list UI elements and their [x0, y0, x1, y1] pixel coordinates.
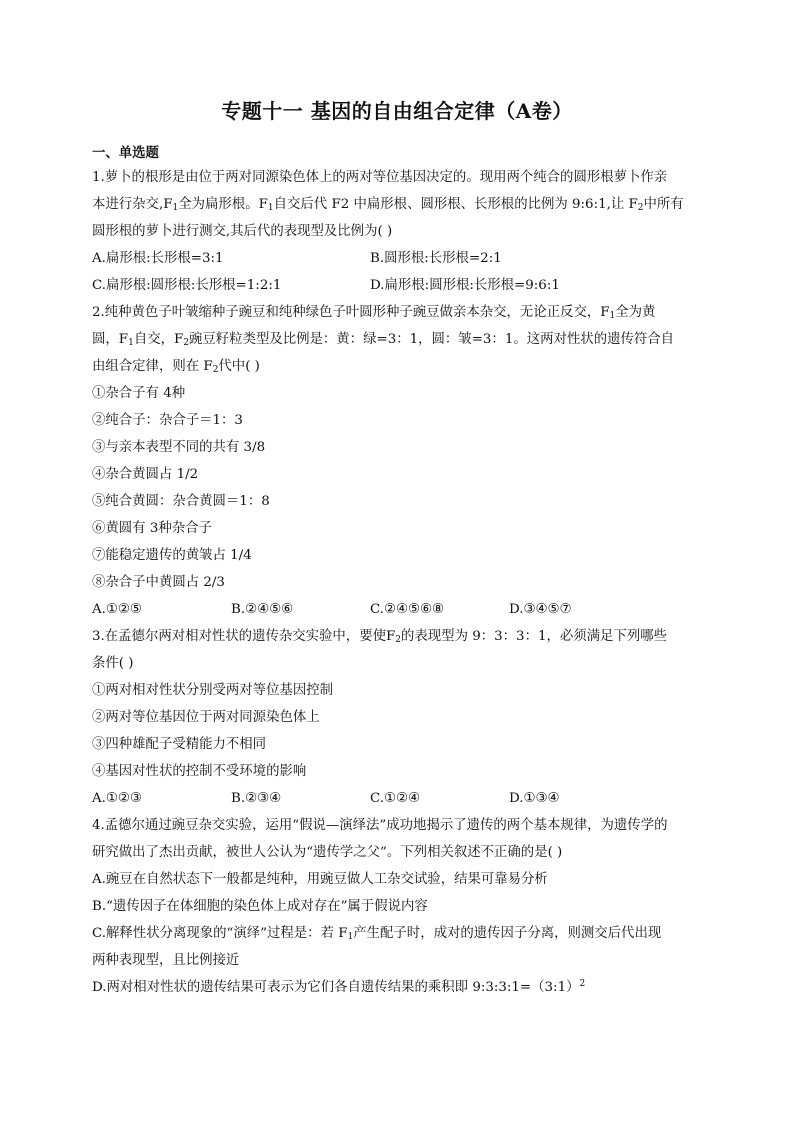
q3-options — [92, 785, 698, 812]
q2-option-a: A.①②⑤ — [92, 602, 142, 617]
q4-option-c-line-1: C.解释性状分离现象的“演绎”过程是：若 $F_1$产生配子时，成对的遗传因子分离，则测交后代出现 — [92, 926, 662, 942]
q2-item: ⑥黄圆有 3种杂合子 — [92, 521, 212, 536]
q2-options — [92, 596, 698, 623]
q4-option-a: A.豌豆在自然状态下一般都是纯种，用豌豆做人工杂交试验，结果可靠易分析 — [92, 872, 548, 887]
q1-options-row-2 — [92, 272, 698, 299]
q1-options-row-1 — [92, 245, 698, 272]
page-title: 专题十一 基因的自由组合定律（A卷） — [221, 99, 573, 123]
question-1 — [92, 164, 698, 299]
q3-option-a: A.①②③ — [92, 791, 142, 806]
q2-line-1: 2.纯种黄色子叶皱缩种子豌豆和纯种绿色子叶圆形种子豌豆做亲本杂交，无论正反交，$F_1$全为黄 — [92, 305, 656, 321]
q3-item: ②两对等位基因位于两对同源染色体上 — [92, 710, 320, 725]
q2-line-2: 圆，$F_1$自交，$F_2$豌豆籽粒类型及比例是：黄：绿=3：1，圆：皱=3：1。这两对性状的遗传符合自 — [92, 332, 675, 348]
q3-item: ①两对相对性状分别受两对等位基因控制 — [92, 683, 334, 698]
q3-item: ③四种雄配子受精能力不相同 — [92, 737, 267, 752]
question-4 — [92, 812, 698, 1001]
q3-item: ④基因对性状的控制不受环境的影响 — [92, 764, 307, 779]
q2-option-c: C.②④⑤⑥⑧ — [370, 602, 445, 617]
q1-option-d: D.扁形根:圆形根:长形根=9:6:1 — [370, 278, 560, 293]
q2-line-3: 由组合定律，则在 $F_2$代中( ) — [92, 359, 260, 375]
q2-option-b: B.②④⑤⑥ — [231, 602, 294, 617]
q1-line-2: 本进行杂交$,F_1$全为扁形根。$F_1$自交后代 F2 中扁形根、圆形根、长形根的比例为 9:6:1,让 $F_2$中所有 — [92, 197, 684, 213]
q4-option-c-line-2: 两种表现型，且比例接近 — [92, 953, 240, 968]
q4-option-b: B.“遗传因子在体细胞的染色体上成对存在”属于假说内容 — [92, 899, 428, 914]
q1-line-3: 圆形根的萝卜进行测交,其后代的表现型及比例为( ) — [92, 224, 393, 239]
q2-item: ⑤纯合黄圆：杂合黄圆＝1：8 — [92, 494, 270, 509]
q3-option-d: D.①③④ — [509, 791, 560, 806]
q2-option-d: D.③④⑤⑦ — [509, 602, 572, 617]
q2-item: ⑦能稳定遗传的黄皱占 1/4 — [92, 548, 252, 563]
question-3 — [92, 623, 698, 812]
q3-line-1: 3.在孟德尔两对相对性状的遗传杂交实验中，要使$F_2$的表现型为 9：3：3：1，必须满足下列哪些 — [92, 629, 667, 645]
question-2 — [92, 299, 698, 623]
q1-option-a: A.扁形根:长形根=3:1 — [92, 251, 224, 266]
q4-option-d: D.两对相对性状的遗传结果可表示为它们各自遗传结果的乘积即 9:3:3:1=（3:1）$^2$ — [92, 979, 586, 995]
q3-option-c: C.①②④ — [370, 791, 421, 806]
content — [92, 140, 698, 1001]
q4-line-2: 研究做出了杰出贡献，被世人公认为“遗传学之父”。下列相关叙述不正确的是( ) — [92, 845, 563, 860]
q2-item: ④杂合黄圆占 1/2 — [92, 467, 199, 482]
q3-line-2: 条件( ) — [92, 656, 134, 671]
q3-option-b: B.②③④ — [231, 791, 282, 806]
q2-item: ①杂合子有 4种 — [92, 386, 186, 401]
q1-line-1: 1.萝卜的根形是由位于两对同源染色体上的两对等位基因决定的。现用两个纯合的圆形根萝卜作亲 — [92, 170, 668, 185]
q2-item: ②纯合子：杂合子＝1：3 — [92, 413, 243, 428]
q2-item: ③与亲本表型不同的共有 3/8 — [92, 440, 266, 455]
q1-option-b: B.圆形根:长形根=2:1 — [370, 251, 502, 266]
q4-line-1: 4.孟德尔通过豌豆杂交实验，运用“假说—演绎法”成功地揭示了遗传的两个基本规律，为遗传学的 — [92, 818, 668, 833]
q1-option-c: C.扁形根:圆形根:长形根=1:2:1 — [92, 278, 282, 293]
q2-item: ⑧杂合子中黄圆占 2/3 — [92, 575, 225, 590]
section-heading: 一、单选题 — [92, 145, 159, 161]
